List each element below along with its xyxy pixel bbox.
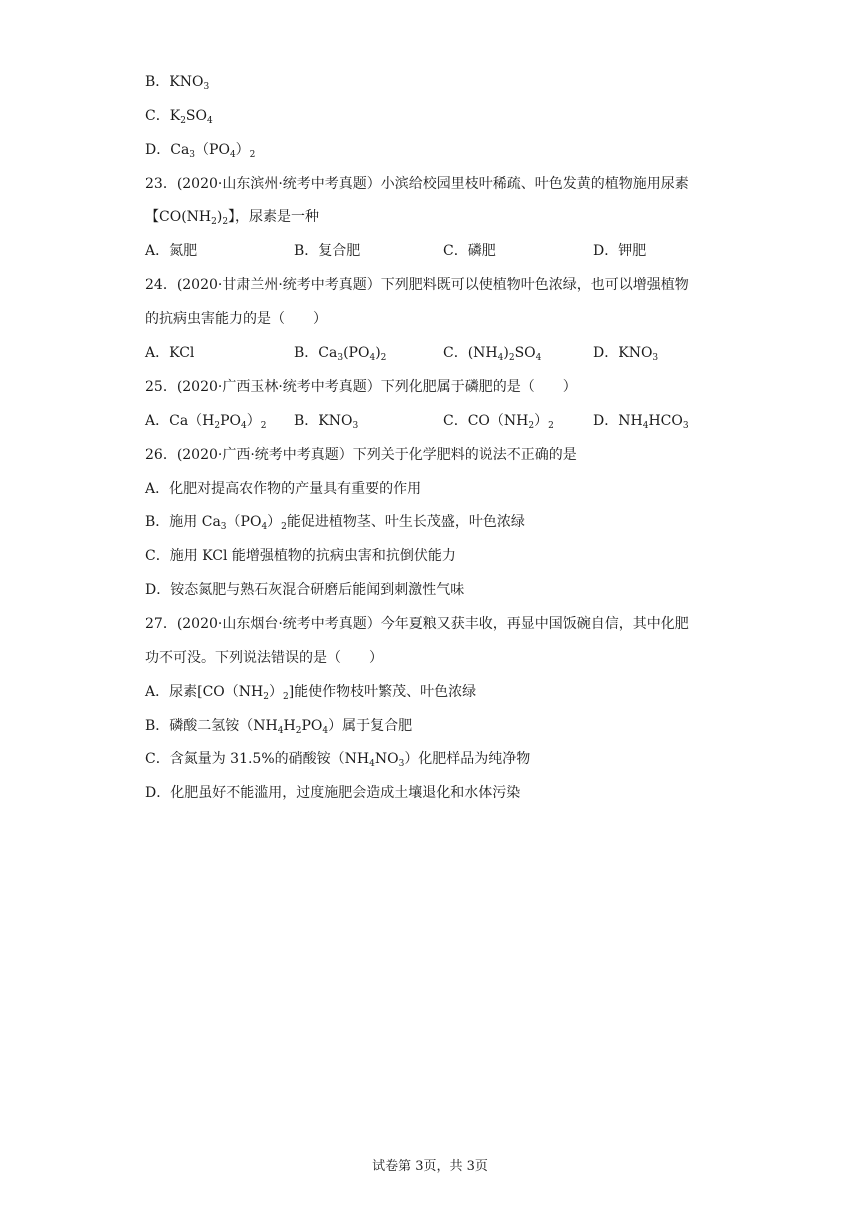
q25-option-c: C．$CO(NH_2)_2$ [443, 413, 554, 431]
q26-option-c: C．施用 KCl 能增强植物的抗病虫害和抗倒伏能力 [145, 548, 456, 564]
q23-stem-line1: 23．(2020·山东滨州·统考中考真题）小滨给校园里枝叶稀疏、叶色发黄的植物施用尿素 [145, 176, 689, 192]
q25-options [145, 411, 745, 431]
q24-stem-line2: 的抗病虫害能力的是（ ） [145, 311, 327, 327]
q26-option-b: B．施用 $Ca_3(PO_4)_2$能促进植物茎、叶生长茂盛，叶色浓绿 [145, 514, 525, 532]
q26-option-a: A．化肥对提高农作物的产量具有重要的作用 [145, 481, 422, 497]
q23-option-b: B．复合肥 [294, 243, 361, 259]
q27-stem-line1: 27．(2020·山东烟台·统考中考真题）今年夏粮又获丰收，再显中国饭碗自信，其中化肥 [145, 616, 689, 632]
q25-option-a: A．$Ca(H_2PO_4)_2$ [145, 413, 267, 431]
q27-option-b: B．磷酸二氢铵$(NH_4H_2PO_4)$属于复合肥 [145, 718, 413, 736]
q24-options [145, 343, 745, 363]
q24-option-d: D．$KNO_3$ [593, 345, 659, 363]
q23-option-d: D．钾肥 [593, 243, 647, 259]
q23-option-c: C．磷肥 [443, 243, 496, 259]
q26-option-d: D．铵态氮肥与熟石灰混合研磨后能闻到刺激性气味 [145, 582, 465, 598]
q25-option-d: D．$NH_4HCO_3$ [593, 413, 689, 431]
q26-stem: 26．(2020·广西·统考中考真题）下列关于化学肥料的说法不正确的是 [145, 447, 577, 463]
q25-option-b: B．$KNO_3$ [294, 413, 359, 431]
q25-stem: 25．(2020·广西玉林·统考中考真题）下列化肥属于磷肥的是（ ） [145, 379, 577, 395]
q22-option-b: B．$KNO_3$ [145, 74, 210, 92]
q27-option-a: A．尿素$[CO(NH_2)_2]$能使作物枝叶繁茂、叶色浓绿 [145, 684, 477, 702]
q24-stem-line1: 24．(2020·甘肃兰州·统考中考真题）下列肥料既可以使植物叶色浓绿，也可以增强植物 [145, 277, 689, 293]
q23-stem-line2: 【$CO(NH_2)_2$】，尿素是一种 [145, 209, 320, 227]
q27-stem-line2: 功不可没。下列说法错误的是（ ） [145, 650, 383, 666]
q27-option-d: D．化肥虽好不能滥用，过度施肥会造成土壤退化和水体污染 [145, 785, 521, 801]
q22-option-c: C．$K_2SO_4$ [145, 108, 213, 126]
q23-option-a: A．氮肥 [145, 243, 198, 259]
q24-option-c: C．$(NH_4)_2SO_4$ [443, 345, 542, 363]
q22-option-d: D．$Ca_3(PO_4)_2$ [145, 142, 256, 160]
page-footer: 试卷第 3页，共 3页 [372, 1159, 488, 1174]
q24-option-a: A．KCl [145, 345, 195, 361]
q24-option-b: B．$Ca_3(PO_4)_2$ [294, 345, 387, 363]
q23-options [145, 241, 745, 261]
q27-option-c: C．含氮量为 31.5%的硝酸铵$(NH_4NO_3)$化肥样品为纯净物 [145, 751, 531, 769]
